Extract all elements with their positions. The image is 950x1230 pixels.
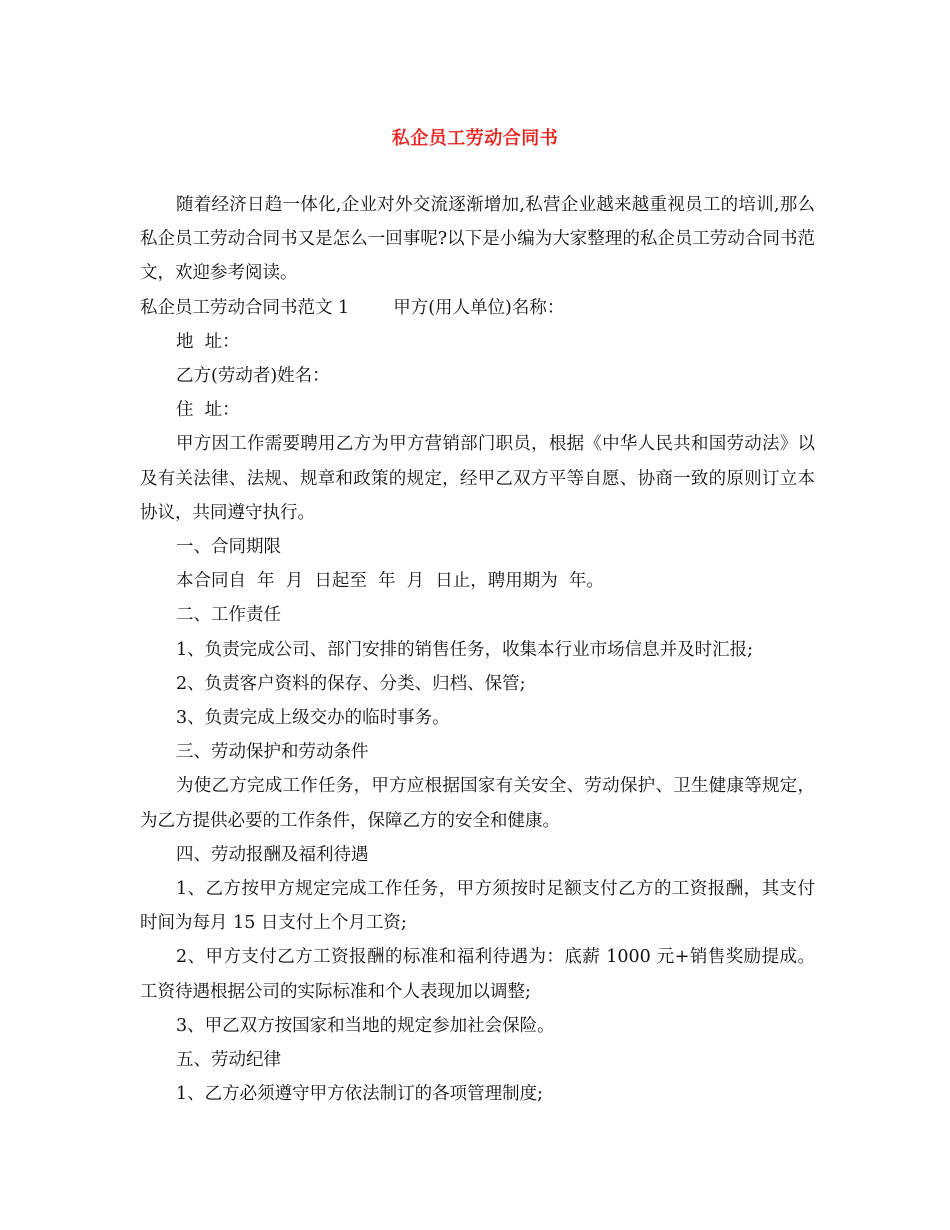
preamble-paragraph: 甲方因工作需要聘用乙方为甲方营销部门职员，根据《中华人民共和国劳动法》以及有关法律、法规、规章和政策的规定，经甲乙双方平等自愿、协商一致的原则订立本协议，共同遵守执行。 bbox=[140, 434, 815, 523]
section-4-item-1: 1、乙方按甲方规定完成工作任务，甲方须按时足额支付乙方的工资报酬，其支付时间为每月 15 日支付上个月工资; bbox=[140, 879, 815, 934]
section-5-title: 五、劳动纪律 bbox=[176, 1050, 281, 1071]
party-b-address-label: 住 址： bbox=[176, 400, 240, 421]
section-2-item-1: 1、负责完成公司、部门安排的销售任务，收集本行业市场信息并及时汇报; bbox=[176, 639, 754, 660]
party-a-address-label: 地 址： bbox=[176, 331, 240, 352]
document-title: 私企员工劳动合同书 bbox=[391, 128, 559, 149]
document-body bbox=[140, 188, 815, 1111]
sample-heading: 私企员工劳动合同书范文 1 bbox=[140, 297, 350, 318]
section-4-item-2: 2、甲方支付乙方工资报酬的标准和福利待遇为：底薪 1000 元+销售奖励提成。工资待遇根据公司的实际标准和个人表现加以调整; bbox=[140, 947, 815, 1002]
section-1-text: 本合同自 年 月 日起至 年 月 日止，聘用期为 年。 bbox=[176, 571, 604, 592]
section-2-title: 二、工作责任 bbox=[176, 605, 281, 626]
section-5-item-1: 1、乙方必须遵守甲方依法制订的各项管理制度; bbox=[176, 1084, 544, 1105]
section-2-item-2: 2、负责客户资料的保存、分类、归档、保管; bbox=[176, 673, 526, 694]
section-3-text: 为使乙方完成工作任务，甲方应根据国家有关安全、劳动保护、卫生健康等规定，为乙方提供必要的工作条件，保障乙方的安全和健康。 bbox=[140, 776, 815, 831]
section-1-title: 一、合同期限 bbox=[176, 537, 281, 558]
section-4-item-3: 3、甲乙双方按国家和当地的规定参加社会保险。 bbox=[176, 1015, 555, 1036]
party-a-name-label: 甲方(用人单位)名称： bbox=[393, 297, 565, 318]
sample-heading-line bbox=[140, 291, 815, 325]
intro-paragraph: 随着经济日趋一体化,企业对外交流逐渐增加,私营企业越来越重视员工的培训,那么私企员工劳动合同书又是怎么一回事呢?以下是小编为大家整理的私企员工劳动合同书范文，欢迎参考阅读。 bbox=[140, 195, 815, 284]
party-b-name-label: 乙方(劳动者)姓名： bbox=[176, 366, 330, 387]
section-3-title: 三、劳动保护和劳动条件 bbox=[176, 742, 369, 763]
section-4-title: 四、劳动报酬及福利待遇 bbox=[176, 844, 369, 865]
section-2-item-3: 3、负责完成上级交办的临时事务。 bbox=[176, 708, 450, 729]
